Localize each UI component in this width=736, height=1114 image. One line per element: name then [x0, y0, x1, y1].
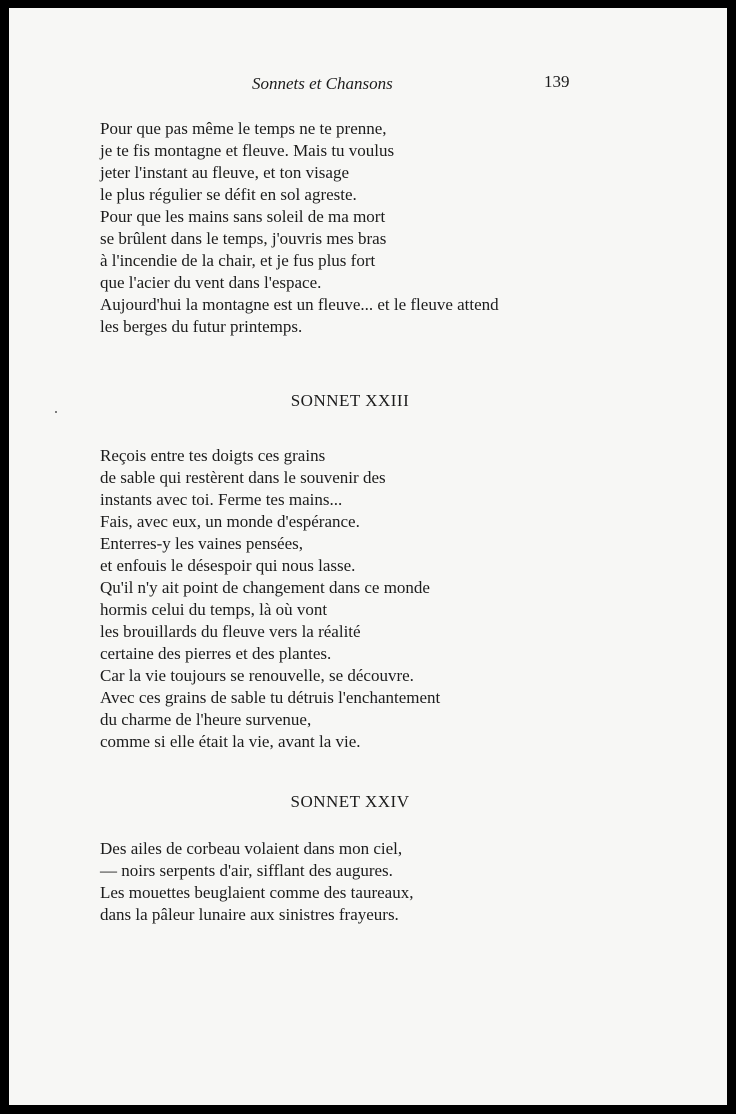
poem-line: Aujourd'hui la montagne est un fleuve... et le fleuve attend	[100, 295, 499, 314]
poem-line: Avec ces grains de sable tu détruis l'enchantement	[100, 688, 441, 707]
poem-continued	[100, 118, 499, 338]
poem-line: — noirs serpents d'air, sifflant des augures.	[100, 861, 393, 880]
poem-line: et enfouis le désespoir qui nous lasse.	[100, 556, 356, 575]
sonnet-xxiv-text	[100, 838, 413, 926]
poem-line: Qu'il n'y ait point de changement dans ce monde	[100, 578, 430, 597]
poem-line: comme si elle était la vie, avant la vie.	[100, 732, 361, 751]
book-page	[9, 8, 727, 1105]
poem-line: certaine des pierres et des plantes.	[100, 644, 332, 663]
sonnet-xxiii-heading: SONNET XXIII	[290, 391, 410, 410]
poem-line: Pour que les mains sans soleil de ma mort	[100, 207, 386, 226]
poem-line: de sable qui restèrent dans le souvenir des	[100, 468, 386, 487]
sonnet-xxiv-heading: SONNET XXIV	[290, 792, 410, 811]
poem-line: je te fis montagne et fleuve. Mais tu voulus	[100, 141, 395, 160]
poem-line: les berges du futur printemps.	[100, 317, 303, 336]
poem-line: Enterres-y les vaines pensées,	[100, 534, 303, 553]
poem-line: Fais, avec eux, un monde d'espérance.	[100, 512, 360, 531]
poem-line: dans la pâleur lunaire aux sinistres frayeurs.	[100, 905, 399, 924]
poem-line: les brouillards du fleuve vers la réalité	[100, 622, 361, 641]
poem-line: instants avec toi. Ferme tes mains...	[100, 490, 343, 509]
sonnet-xxiii-text	[100, 445, 440, 753]
poem-line: Car la vie toujours se renouvelle, se découvre.	[100, 666, 414, 685]
poem-line: Des ailes de corbeau volaient dans mon ciel,	[100, 839, 403, 858]
poem-line: se brûlent dans le temps, j'ouvris mes bras	[100, 229, 387, 248]
poem-line: hormis celui du temps, là où vont	[100, 600, 328, 619]
poem-line: le plus régulier se défit en sol agreste.	[100, 185, 357, 204]
poem-line: Pour que pas même le temps ne te prenne,	[100, 119, 387, 138]
poem-line: que l'acier du vent dans l'espace.	[100, 273, 322, 292]
scan-speck	[55, 411, 57, 413]
poem-line: à l'incendie de la chair, et je fus plus fort	[100, 251, 376, 270]
poem-line: Reçois entre tes doigts ces grains	[100, 446, 326, 465]
poem-line: du charme de l'heure survenue,	[100, 710, 312, 729]
page-number: 139	[544, 72, 570, 91]
poem-line: Les mouettes beuglaient comme des taureaux,	[100, 883, 414, 902]
running-title: Sonnets et Chansons	[252, 74, 393, 93]
poem-line: jeter l'instant au fleuve, et ton visage	[100, 163, 350, 182]
